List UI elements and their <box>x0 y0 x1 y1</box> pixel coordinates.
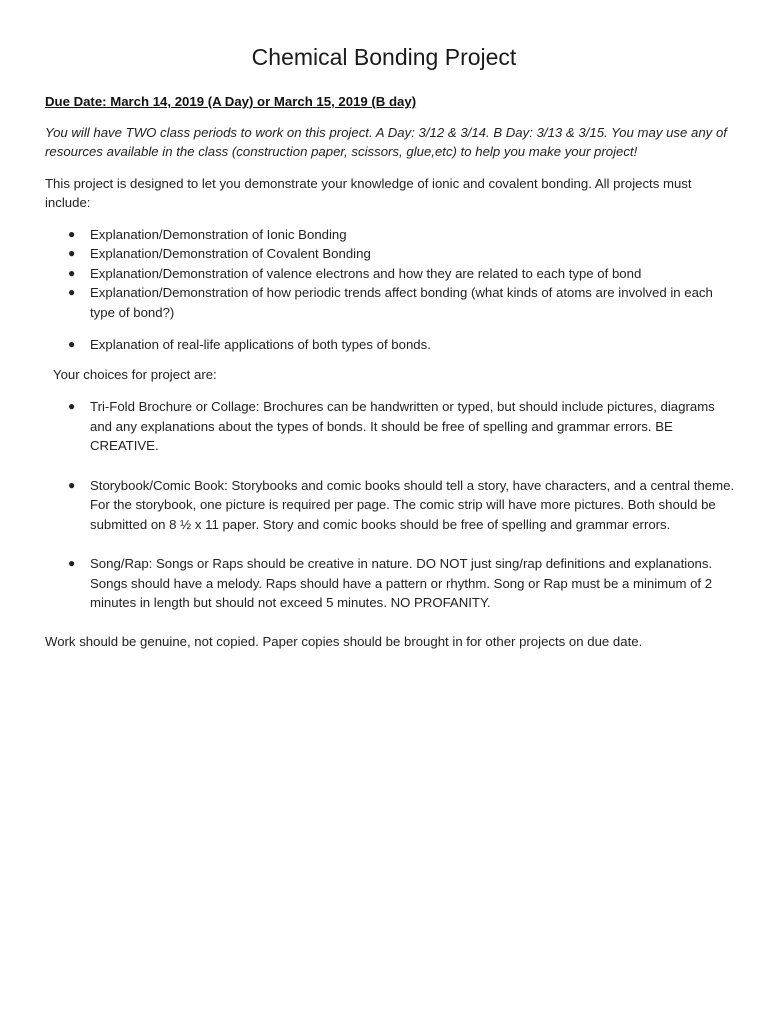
extra-requirement-list <box>45 335 735 355</box>
bullet-icon: ● <box>68 399 76 413</box>
description-paragraph: This project is designed to let you demonstrate your knowledge of ionic and covalent bonding. All projects must include: <box>45 175 692 210</box>
due-date: Due Date: March 14, 2019 (A Day) or March 15, 2019 (B day) <box>45 94 417 109</box>
list-item <box>45 335 735 355</box>
bullet-icon: ● <box>68 265 76 280</box>
list-item <box>45 397 735 456</box>
bullet-icon: ● <box>68 477 76 492</box>
list-item <box>45 283 735 322</box>
bullet-icon: ● <box>68 226 76 241</box>
choices-list <box>45 397 735 613</box>
list-item <box>45 476 735 535</box>
requirement-text: Explanation/Demonstration of how periodic trends affect bonding (what kinds of atoms are involved in each type of bond?) <box>90 285 713 320</box>
bullet-icon: ● <box>68 556 76 570</box>
choices-heading: Your choices for project are: <box>53 366 217 382</box>
list-item <box>45 264 735 284</box>
list-item <box>45 554 735 613</box>
bullet-icon: ● <box>68 246 76 260</box>
requirement-text: Explanation/Demonstration of Ionic Bonding <box>90 226 347 242</box>
list-item <box>45 244 735 264</box>
intro-paragraph: You will have TWO class periods to work on this project. A Day: 3/12 & 3/14. B Day: 3/13 & 3/15. You may use any of resources available in the class (construction paper, scissors, glue,etc) to help you make your project! <box>45 124 727 159</box>
document-body <box>45 92 735 663</box>
choice-text: Storybook/Comic Book: Storybooks and comic books should tell a story, have characters, and a central theme. For the storybook, one picture is required per page. The comic strip will have more pictures. Both should be submitted on 8 ½ x 11 paper. Story and comic books should be free of spelling and grammar errors. <box>90 477 735 532</box>
requirement-text: Explanation of real-life applications of both types of bonds. <box>90 337 431 352</box>
closing-paragraph: Work should be genuine, not copied. Paper copies should be brought in for other projects on due date. <box>45 633 643 649</box>
choice-text: Song/Rap: Songs or Raps should be creative in nature. DO NOT just sing/rap definitions and explanations. Songs should have a melody. Raps should have a pattern or rhythm. Song or Rap must be a minimum of 2 minutes in length but should not exceed 5 minutes. NO PROFANITY. <box>90 556 713 610</box>
requirement-text: Explanation/Demonstration of valence electrons and how they are related to each type of bond <box>90 265 642 281</box>
choice-text: Tri-Fold Brochure or Collage: Brochures can be handwritten or typed, but should include pictures, diagrams and any explanations about the types of bonds. It should be free of spelling and grammar errors. BE CREATIVE. <box>90 399 715 453</box>
bullet-icon: ● <box>68 285 76 299</box>
bullet-icon: ● <box>68 337 76 351</box>
list-item <box>45 225 735 245</box>
document-title: Chemical Bonding Project <box>251 44 517 70</box>
requirements-list <box>45 225 735 323</box>
requirement-text: Explanation/Demonstration of Covalent Bonding <box>90 246 371 261</box>
